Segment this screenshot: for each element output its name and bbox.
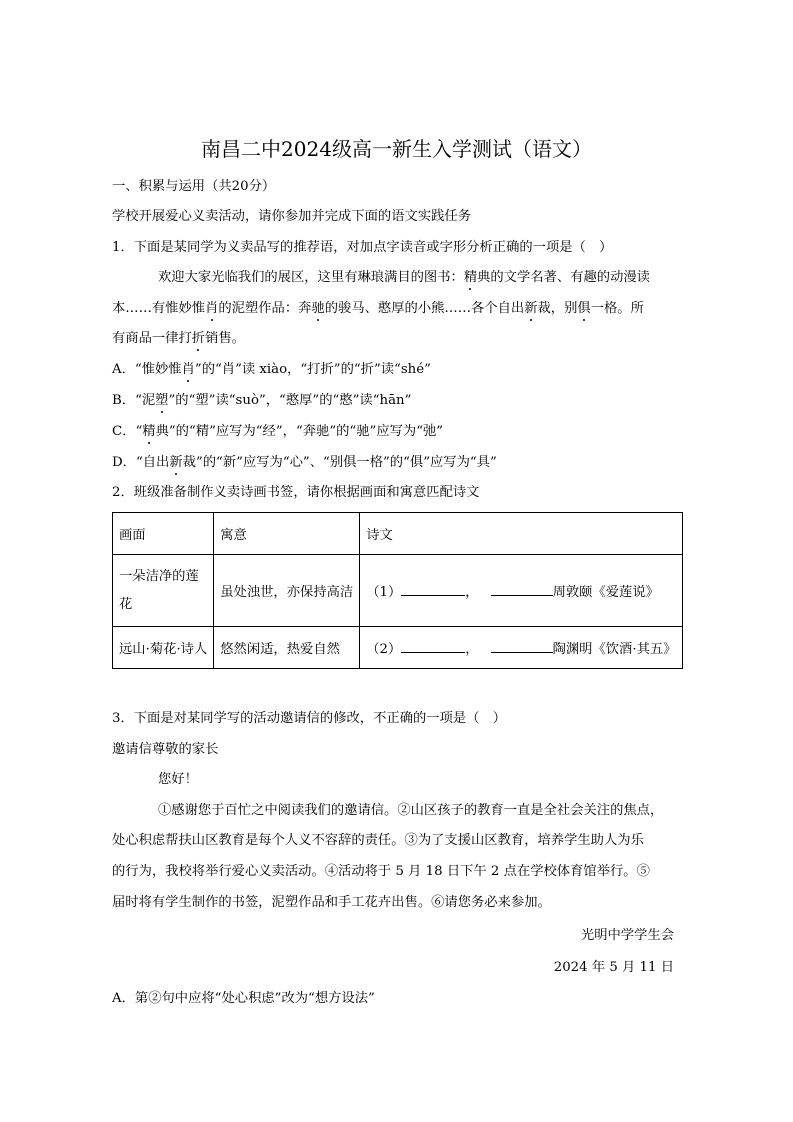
- option-b: B．“泥塑”的“塑”读“suò”，“憨厚”的“憨”读“hān”: [112, 393, 412, 408]
- table-row: [113, 627, 683, 669]
- poem-cell: （1） ， 周敦颐《爱莲说》: [360, 555, 683, 627]
- question-2-stem: 2．班级准备制作义卖诗画书签，请你根据画面和寓意匹配诗文: [112, 485, 480, 500]
- dotted-char: 驰: [311, 301, 325, 316]
- meaning-cell: 悠然闲适，热爱自然: [214, 627, 360, 669]
- dotted-char: 新: [524, 301, 538, 316]
- answer-blank[interactable]: [401, 582, 465, 596]
- answer-blank[interactable]: [491, 639, 553, 653]
- letter-paragraph-line: ①感谢您于百忙之中阅读我们的邀请信。②山区孩子的教育一直是全社会关注的焦点，: [158, 803, 664, 818]
- letter-heading: 邀请信尊敬的家长: [112, 742, 219, 757]
- dotted-char: 精: [463, 270, 478, 285]
- picture-cell: 远山·菊花·诗人: [113, 627, 214, 669]
- passage-line-3: 有商品一律打折销售。: [112, 331, 245, 346]
- letter-paragraph-line: 届时将有学生制作的书签，泥塑作品和手工花卉出售。⑥请您务必来参加。: [112, 895, 551, 910]
- option-d: D．“自出新裁”的“新”应写为“心”、“别俱一格”的“俱”应写为“具”: [112, 455, 497, 470]
- letter-paragraph-line: 处心积虑帮扶山区教育是每个人义不容辞的责任。③为了支援山区教育，培养学生助人为乐: [112, 833, 644, 848]
- exam-title: 南昌二中2024级高一新生入学测试（语文）: [201, 137, 592, 161]
- table-row: [113, 555, 683, 627]
- table-header-row: [113, 513, 683, 555]
- question-3-stem: 3．下面是对某同学写的活动邀请信的修改，不正确的一项是（ ）: [112, 711, 507, 726]
- passage-line-1: 欢迎大家光临我们的展区，这里有琳琅满目的图书：精典的文学名著、有趣的动漫读: [158, 270, 650, 285]
- poem-cell: （2） ， 陶渊明《饮酒·其五》: [360, 627, 683, 669]
- section-heading: 一、积累与运用（共20分）: [112, 179, 276, 194]
- passage-line-2: 本……有惟妙惟肖的泥塑作品：奔驰的骏马、憨厚的小熊……各个自出新裁，别俱一格。所: [112, 301, 644, 316]
- header-picture: 画面: [113, 513, 214, 555]
- meaning-cell: 虽处浊世，亦保持高洁: [214, 555, 360, 627]
- letter-signature: 光明中学学生会: [580, 928, 674, 943]
- option-a: A．“惟妙惟肖”的“肖”读 xiào，“打折”的“折”读“shé”: [112, 362, 431, 377]
- poem-matching-table: [112, 512, 683, 669]
- header-meaning: 寓意: [214, 513, 360, 555]
- answer-blank[interactable]: [401, 639, 465, 653]
- header-poem: 诗文: [360, 513, 683, 555]
- option-c: C．“精典”的“精”应写为“经”，“奔驰”的“驰”应写为“弛”: [112, 424, 444, 439]
- question-1-stem: 1．下面是某同学为义卖品写的推荐语，对加点字读音或字形分析正确的一项是（ ）: [112, 240, 613, 255]
- dotted-char: 肖: [205, 301, 219, 316]
- question-3-option-a: A．第②句中应将“处心积虑”改为“想方设法”: [112, 991, 375, 1006]
- dotted-char: 折: [191, 331, 206, 346]
- task-description: 学校开展爱心义卖活动，请你参加并完成下面的语文实践任务: [112, 209, 472, 224]
- dotted-char: 俱: [577, 301, 591, 316]
- letter-date: 2024 年 5 月 11 日: [553, 960, 674, 975]
- answer-blank[interactable]: [491, 582, 553, 596]
- letter-greeting: 您好！: [158, 772, 198, 787]
- picture-cell: 一朵洁净的莲 花: [113, 555, 214, 627]
- letter-paragraph-line: 的行为，我校将举行爱心义卖活动。④活动将于 5 月 18 日下午 2 点在学校体育馆举行。⑤: [112, 864, 650, 879]
